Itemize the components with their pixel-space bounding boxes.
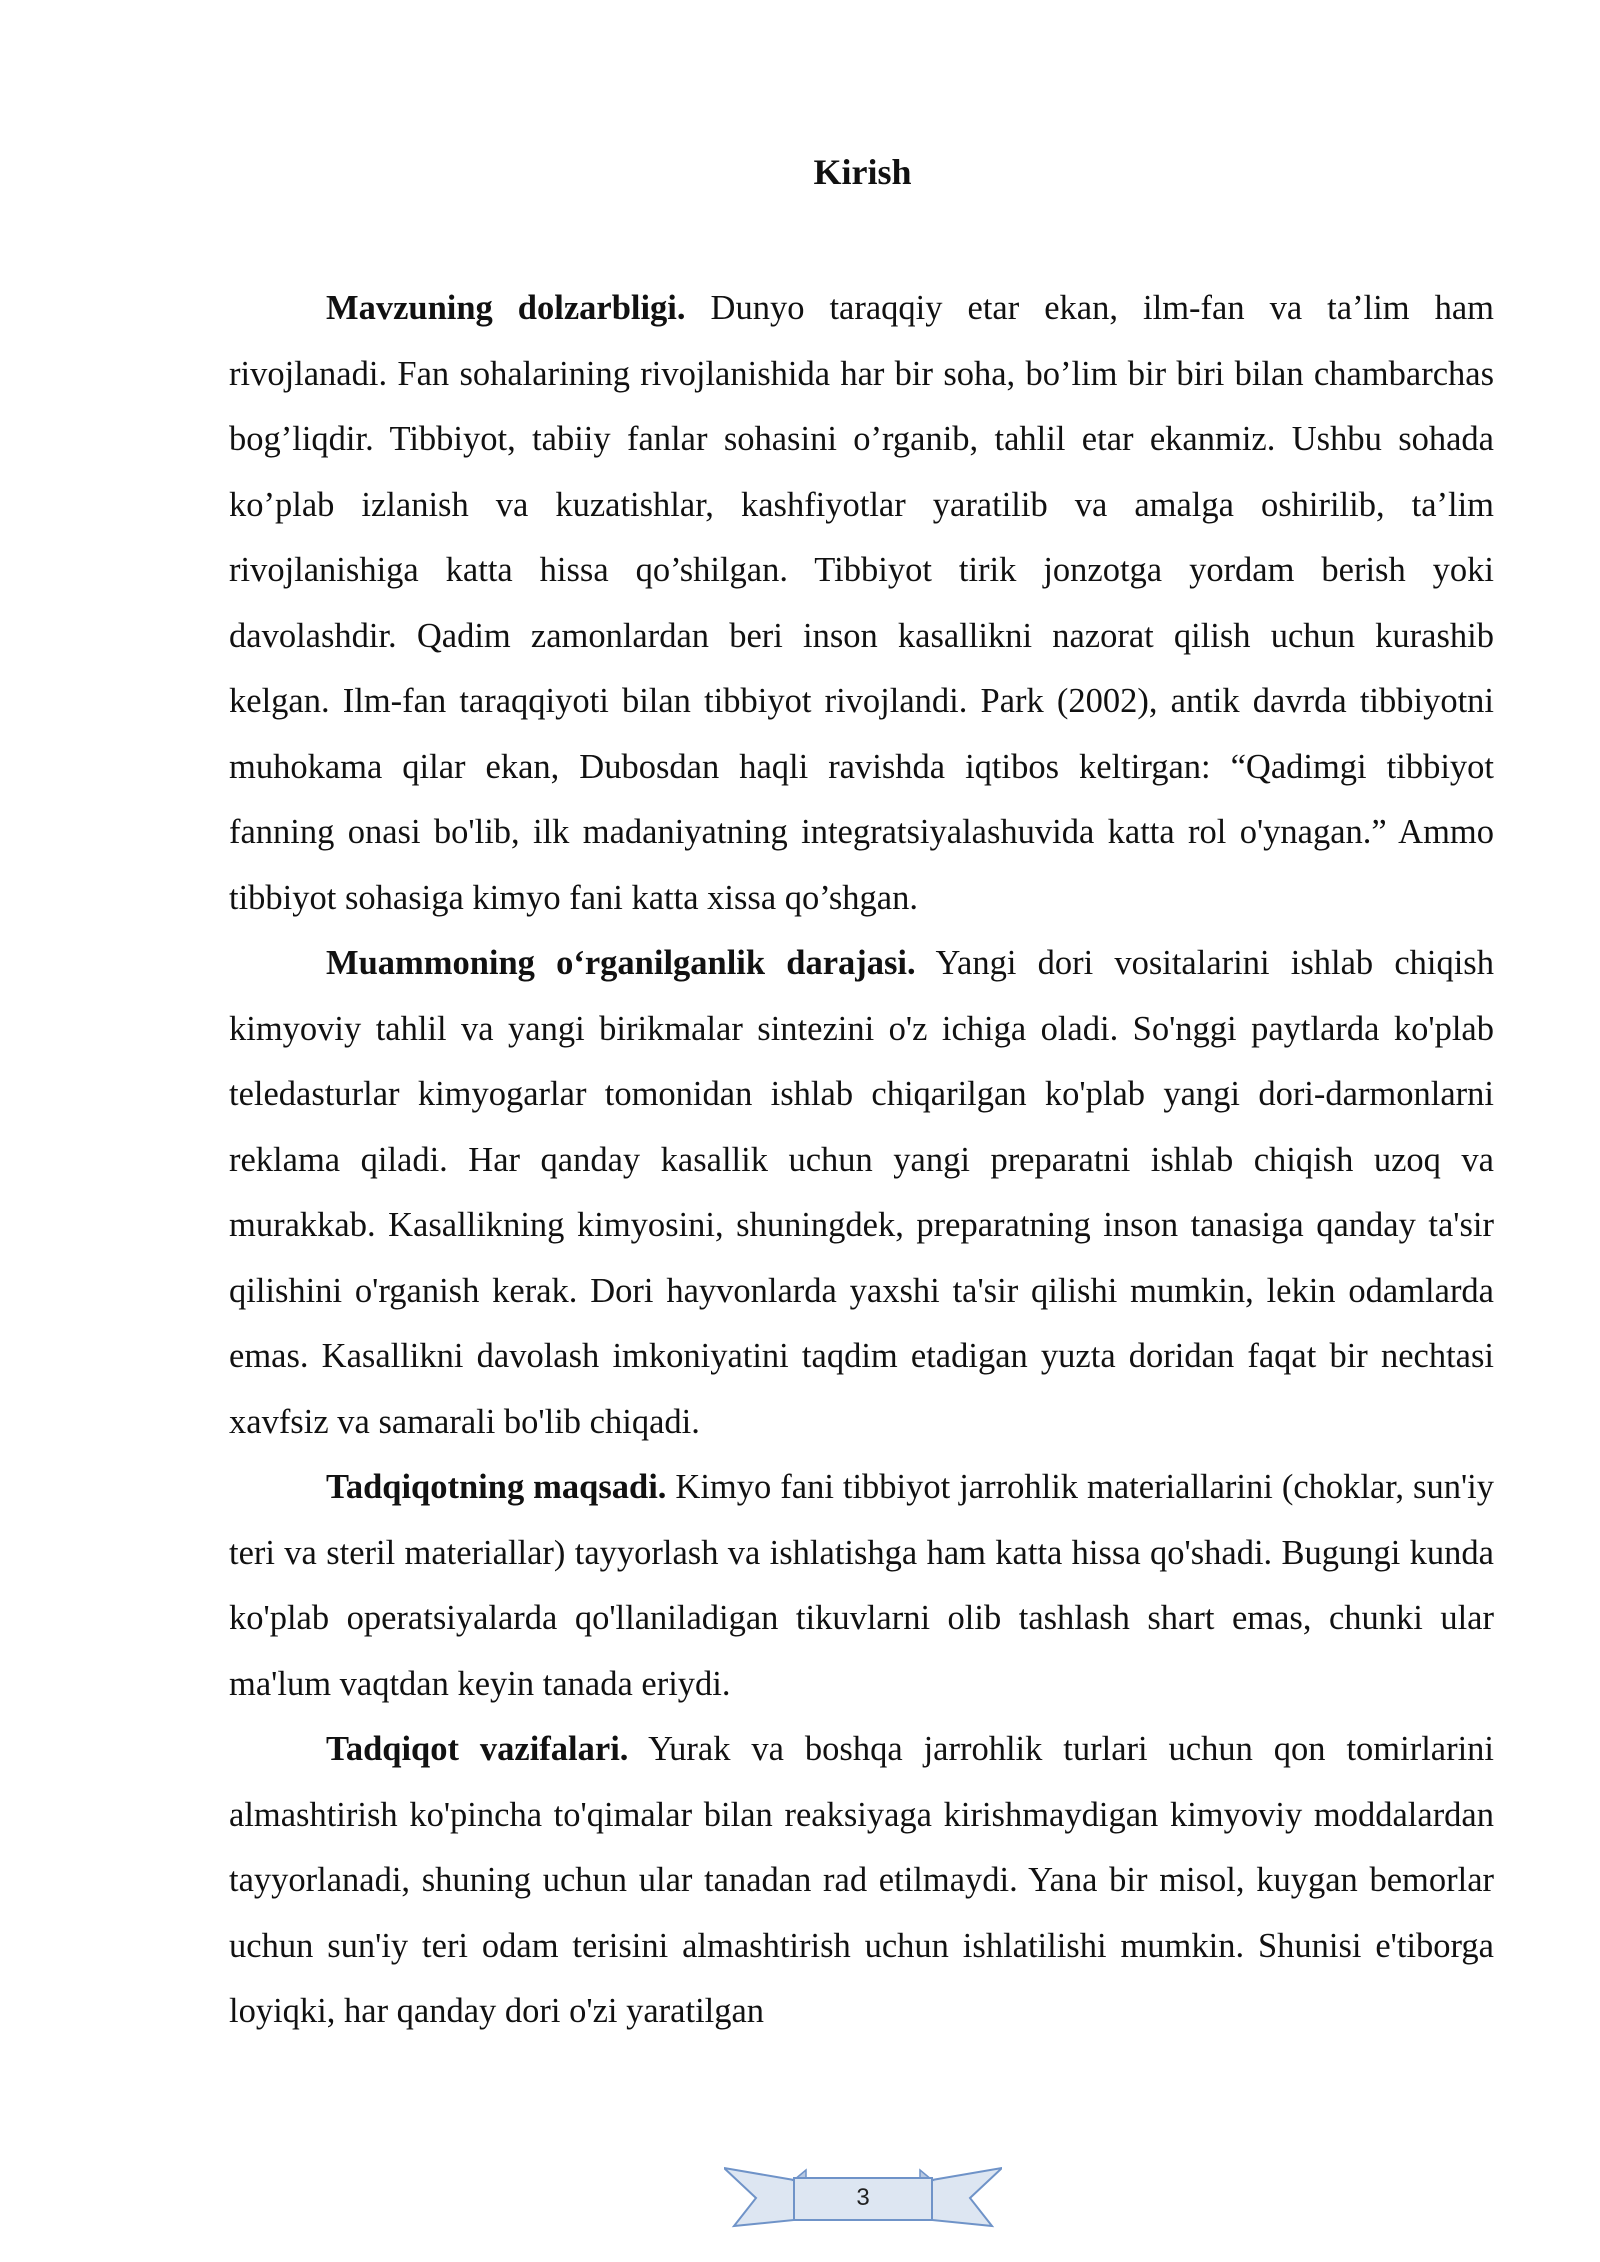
body-text xyxy=(229,276,1494,2045)
paragraph-lead: Muammoning o‘rganilganlik darajasi. xyxy=(326,944,916,982)
paragraph-lead: Tadqiqotning maqsadi. xyxy=(326,1468,667,1506)
paragraph-lead: Mavzuning dolzarbligi. xyxy=(326,289,686,327)
page-number-footer xyxy=(724,2158,1002,2240)
paragraph-text: Yurak va boshqa jarrohlik turlari uchun qon tomirlarini almashtirish ko'pincha to'qimalar bilan reaksiyaga kirishmaydigan kimyoviy moddalardan tayyorlanadi, shuning uchun ular tanadan rad etilmaydi. Yana bir misol, kuygan bemorlar uchun sun'iy teri odam terisini almashtirish uchun ishlatilishi mumkin. Shunisi e'tiborga loyiqki, har qanday dori o'zi yaratilgan xyxy=(229,1730,1494,2030)
page-number: 3 xyxy=(856,2184,870,2211)
paragraph-vazifalari xyxy=(229,1717,1494,2045)
ribbon-right-tail xyxy=(932,2168,1002,2226)
paragraph-dolzarbligi xyxy=(229,276,1494,931)
paragraph-text: Dunyo taraqqiy etar ekan, ilm-fan va ta’lim ham rivojlanadi. Fan sohalarining rivojlanishida har bir soha, bo’lim bir biri bilan chambarchas bog’liqdir. Tibbiyot, tabiiy fanlar sohasini o’rganib, tahlil etar ekanmiz. Ushbu sohada ko’plab izlanish va kuzatishlar, kashfiyotlar yaratilib va amalga oshirilib, ta’lim rivojlanishiga katta hissa qo’shilgan. Tibbiyot tirik jonzotga yordam berish yoki davolashdir. Qadim zamonlardan beri inson kasallikni nazorat qilish uchun kurashib kelgan. Ilm-fan taraqqiyoti bilan tibbiyot rivojlandi. Park (2002), antik davrda tibbiyotni muhokama qilar ekan, Dubosdan haqli ravishda iqtibos keltirgan: “Qadimgi tibbiyot fanning onasi bo'lib, ilk madaniyatning integratsiyalashuvida katta rol o'ynagan.” Ammo tibbiyot sohasiga kimyo fani katta xissa qo’shgan. xyxy=(229,289,1494,917)
paragraph-maqsadi xyxy=(229,1455,1494,1717)
paragraph-organilganlik xyxy=(229,931,1494,1455)
paragraph-lead: Tadqiqot vazifalari. xyxy=(326,1730,629,1768)
paragraph-text: Yangi dori vositalarini ishlab chiqish kimyoviy tahlil va yangi birikmalar sintezini o'z ichiga oladi. So'nggi paytlarda ko'plab teledasturlar kimyogarlar tomonidan ishlab chiqarilgan ko'plab yangi dori-darmonlarni reklama qiladi. Har qanday kasallik uchun yangi preparatni ishlab chiqish uzoq va murakkab. Kasallikning kimyosini, shuningdek, preparatning inson tanasiga qanday ta'sir qilishini o'rganish kerak. Dori hayvonlarda yaxshi ta'sir qilishi mumkin, lekin odamlarda emas. Kasallikni davolash imkoniyatini taqdim etadigan yuzta doridan faqat bir nechtasi xavfsiz va samarali bo'lib chiqadi. xyxy=(229,944,1494,1441)
paragraph-text: Kimyo fani tibbiyot jarrohlik materiallarini (choklar, sun'iy teri va steril materiallar) tayyorlash va ishlatishga ham katta hissa qo'shadi. Bugungi kunda ko'plab operatsiyalarda qo'llaniladigan tikuvlarni olib tashlash shart emas, chunki ular ma'lum vaqtdan keyin tanada eriydi. xyxy=(229,1468,1494,1703)
ribbon-left-tail xyxy=(724,2168,794,2226)
page-title: Kirish xyxy=(813,152,912,192)
